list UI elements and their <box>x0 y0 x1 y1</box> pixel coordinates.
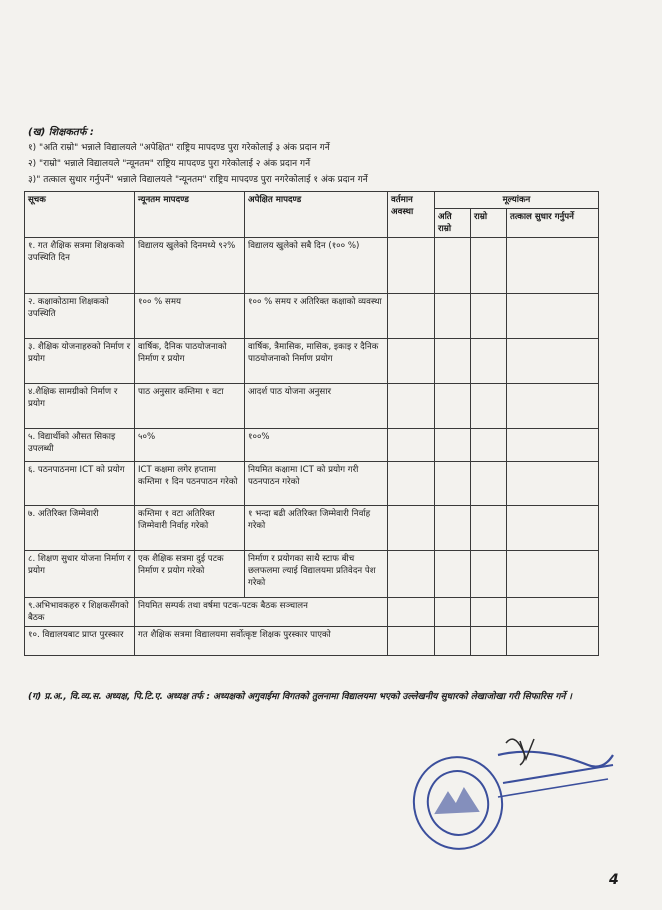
expected-cell: आदर्श पाठ योजना अनुसार <box>245 384 388 429</box>
good-cell <box>471 627 507 656</box>
very-good-cell <box>435 551 471 598</box>
header-needs-improvement: तत्काल सुधार गर्नुपर्ने <box>507 209 599 238</box>
needs-improvement-cell <box>507 339 599 384</box>
expected-cell: नियमित कक्षामा ICT को प्रयोग गरी पठनपाठन गरेको <box>245 462 388 506</box>
very-good-cell <box>435 506 471 551</box>
table-row <box>25 598 599 627</box>
good-cell <box>471 551 507 598</box>
official-seal-and-signature <box>398 735 628 865</box>
table-row <box>25 294 599 339</box>
merged-standard-cell: नियमित सम्पर्क तथा वर्षमा पटक-पटक बैठक सञ्चालन <box>135 598 388 627</box>
good-cell <box>471 506 507 551</box>
minimum-cell: पाठ अनुसार कम्तिमा १ वटा <box>135 384 245 429</box>
indicator-cell: ७. अतिरिक्त जिम्मेवारी <box>25 506 135 551</box>
criteria-item: ३)" तत्काल सुधार गर्नुपर्ने" भन्नाले विद्यालयले "न्यूनतम" राष्ट्रिय मापदण्ड पुरा नगरेकोलाई १ अंक प्रदान गर्ने <box>28 175 368 185</box>
needs-improvement-cell <box>507 384 599 429</box>
expected-cell: निर्माण र प्रयोगका साथै स्टाफ बीच छलफलमा ल्याई विद्यालयमा प्रतिवेदन पेश गरेको <box>245 551 388 598</box>
needs-improvement-cell <box>507 598 599 627</box>
indicator-cell: २. कक्षाकोठामा शिक्षकको उपस्थिति <box>25 294 135 339</box>
header-evaluation: मूल्यांकन <box>435 192 599 209</box>
current-cell <box>388 294 435 339</box>
good-cell <box>471 598 507 627</box>
very-good-cell <box>435 462 471 506</box>
minimum-cell: ५०% <box>135 429 245 462</box>
indicator-cell: ९.अभिभावकहरु र शिक्षकसँगको बैठक <box>25 598 135 627</box>
table-row <box>25 339 599 384</box>
criteria-list <box>28 140 368 188</box>
needs-improvement-cell <box>507 506 599 551</box>
good-cell <box>471 238 507 294</box>
very-good-cell <box>435 384 471 429</box>
minimum-cell: एक शैक्षिक सत्रमा दुई पटक निर्माण र प्रयोग गरेको <box>135 551 245 598</box>
section-c-note: (ग) प्र.अ., वि.व्य.स. अध्यक्ष, पि.टि.ए. अध्यक्ष तर्फ : अध्यक्षको अगुवाईमा विगतको तुलनामा विद्यालयमा भएको उल्लेखनीय सुधारको लेखाजोखा गरी सिफारिस गर्ने । <box>28 692 572 702</box>
page-number: 4 <box>609 872 619 888</box>
criteria-item: १) "अति राम्रो" भन्नाले विद्यालयले "अपेक्षित" राष्ट्रिय मापदण्ड पुरा गरेकोलाई ३ अंक प्रदान गर्ने <box>28 143 330 153</box>
good-cell <box>471 384 507 429</box>
good-cell <box>471 294 507 339</box>
minimum-cell: विद्यालय खुलेको दिनमध्ये ९२% <box>135 238 245 294</box>
indicator-cell: १. गत शैक्षिक सत्रमा शिक्षकको उपस्थिति दिन <box>25 238 135 294</box>
minimum-cell: वार्षिक, दैनिक पाठयोजनाको निर्माण र प्रयोग <box>135 339 245 384</box>
needs-improvement-cell <box>507 551 599 598</box>
current-cell <box>388 506 435 551</box>
current-cell <box>388 339 435 384</box>
needs-improvement-cell <box>507 627 599 656</box>
table-row <box>25 627 599 656</box>
header-current: वर्तमान अवस्था <box>388 192 435 238</box>
current-cell <box>388 238 435 294</box>
needs-improvement-cell <box>507 294 599 339</box>
current-cell <box>388 551 435 598</box>
very-good-cell <box>435 339 471 384</box>
expected-cell: १००% <box>245 429 388 462</box>
expected-cell: विद्यालय खुलेको सबै दिन (१०० %) <box>245 238 388 294</box>
very-good-cell <box>435 598 471 627</box>
indicator-cell: ३. शैक्षिक योजनाहरुको निर्माण र प्रयोग <box>25 339 135 384</box>
header-expected: अपेक्षित मापदण्ड <box>245 192 388 238</box>
minimum-cell: १०० % समय <box>135 294 245 339</box>
very-good-cell <box>435 294 471 339</box>
indicator-cell: ४.शैक्षिक सामग्रीको निर्माण र प्रयोग <box>25 384 135 429</box>
expected-cell: १०० % समय र अतिरिक्त कक्षाको व्यवस्था <box>245 294 388 339</box>
good-cell <box>471 462 507 506</box>
current-cell <box>388 598 435 627</box>
indicator-cell: ८. शिक्षण सुधार योजना निर्माण र प्रयोग <box>25 551 135 598</box>
current-cell <box>388 384 435 429</box>
criteria-item: २) "राम्रो" भन्नाले विद्यालयले "न्यूनतम" राष्ट्रिय मापदण्ड पुरा गरेकोलाई २ अंक प्रदान गर्ने <box>28 159 311 169</box>
table-row <box>25 238 599 294</box>
table-row <box>25 462 599 506</box>
header-minimum: न्यूनतम मापदण्ड <box>135 192 245 238</box>
expected-cell: १ भन्दा बढी अतिरिक्त जिम्मेवारी निर्वाह गरेको <box>245 506 388 551</box>
indicator-cell: १०. विद्यालयबाट प्राप्त पुरस्कार <box>25 627 135 656</box>
table-row <box>25 429 599 462</box>
section-b-heading: (ख) शिक्षकतर्फ : <box>28 127 94 138</box>
good-cell <box>471 339 507 384</box>
header-very-good: अति राम्रो <box>435 209 471 238</box>
evaluation-table <box>24 191 599 656</box>
header-good: राम्रो <box>471 209 507 238</box>
current-cell <box>388 429 435 462</box>
expected-cell: वार्षिक, त्रैमासिक, मासिक, इकाइ र दैनिक पाठयोजनाको निर्माण प्रयोग <box>245 339 388 384</box>
indicator-cell: ५. विद्यार्थीको औसत सिकाइ उपलब्धी <box>25 429 135 462</box>
good-cell <box>471 429 507 462</box>
minimum-cell: कम्तिमा १ वटा अतिरिक्त जिम्मेवारी निर्वाह गरेको <box>135 506 245 551</box>
merged-standard-cell: गत शैक्षिक सत्रमा विद्यालयमा सर्वोत्कृष्ट शिक्षक पुरस्कार पाएको <box>135 627 388 656</box>
current-cell <box>388 462 435 506</box>
needs-improvement-cell <box>507 429 599 462</box>
needs-improvement-cell <box>507 238 599 294</box>
minimum-cell: ICT कक्षमा लगेर हप्तामा कम्तिमा १ दिन पठनपाठन गरेको <box>135 462 245 506</box>
header-indicator: सूचक <box>25 192 135 238</box>
indicator-cell: ६. पठनपाठनमा ICT को प्रयोग <box>25 462 135 506</box>
very-good-cell <box>435 429 471 462</box>
table-row <box>25 384 599 429</box>
needs-improvement-cell <box>507 462 599 506</box>
table-row <box>25 551 599 598</box>
table-row <box>25 506 599 551</box>
very-good-cell <box>435 627 471 656</box>
current-cell <box>388 627 435 656</box>
very-good-cell <box>435 238 471 294</box>
